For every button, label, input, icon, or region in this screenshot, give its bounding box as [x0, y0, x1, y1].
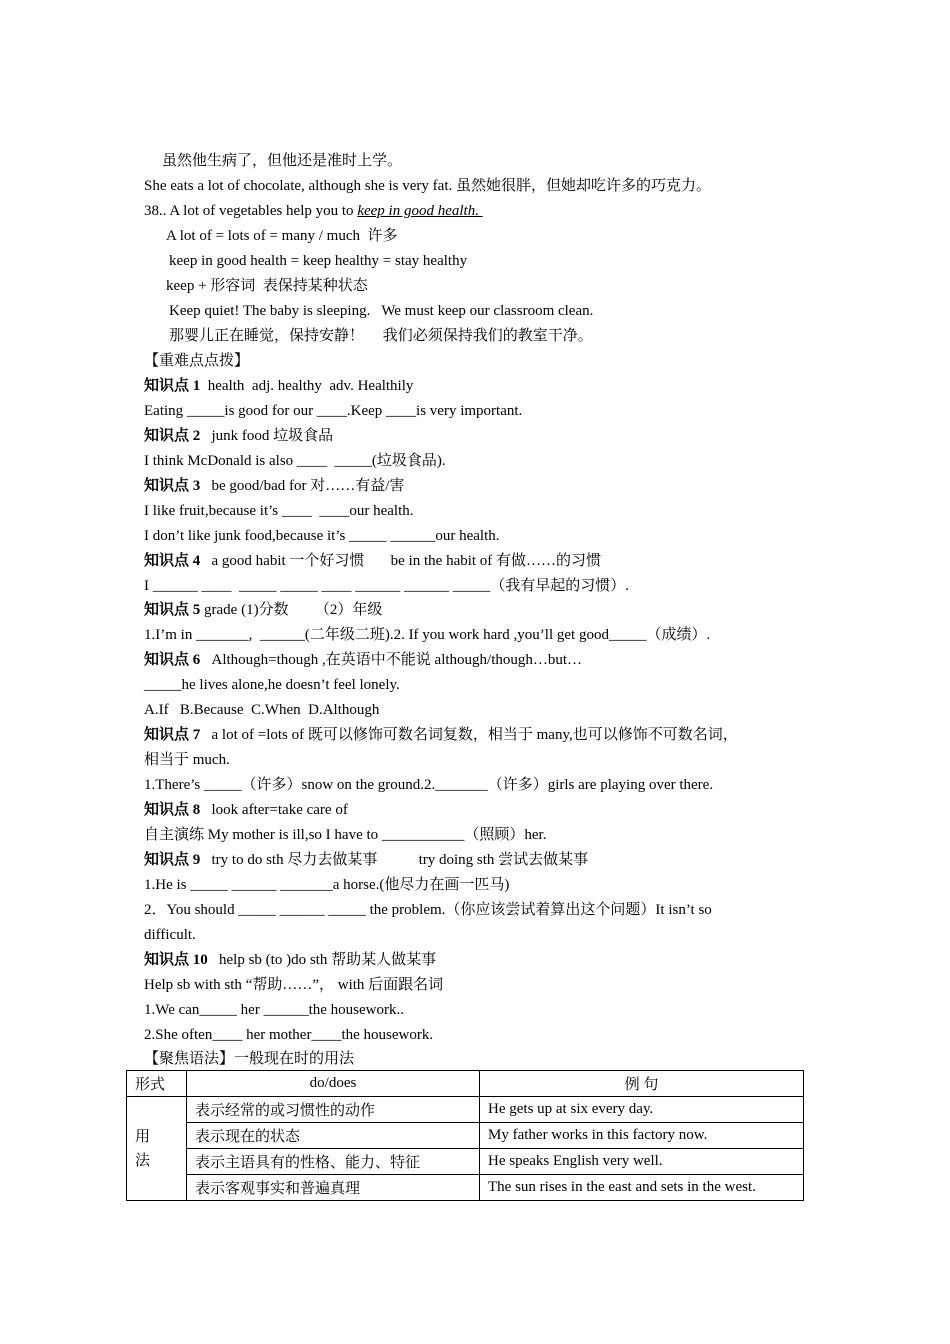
point-7-text: a lot of =lots of 既可以修饰可数名词复数，相当于 many,也可以修饰不可数名词， — [200, 727, 738, 743]
point-4-text: a good habit 一个好习惯 be in the habit of 有做……的习惯 — [200, 553, 602, 569]
exercise-3b: I don’t like junk food,because it’s _____ ______our health. — [144, 528, 500, 544]
item-38-phrase: keep in good health. — [357, 203, 483, 219]
note-2: keep in good health = keep healthy = stay healthy — [169, 253, 468, 269]
point-7 — [144, 725, 738, 745]
table-row — [127, 1123, 804, 1149]
exercise-10a: Help sb with sth “帮助……”， with 后面跟名词 — [144, 977, 444, 993]
exercise-9c: difficult. — [144, 927, 196, 943]
exercise-3a: I like fruit,because it’s ____ ____our health. — [144, 503, 414, 519]
grammar-heading: 【聚焦语法】一般现在时的用法 — [144, 1051, 355, 1067]
example-cell: The sun rises in the east and sets in the west. — [480, 1175, 804, 1201]
example-cell: He gets up at six every day. — [480, 1097, 804, 1123]
note-5: 那婴儿正在睡觉，保持安静！ 我们必须保持我们的教室干净。 — [169, 328, 593, 344]
point-8 — [144, 800, 348, 820]
exercise-9a: 1.He is _____ ______ _______a horse.(他尽力在画一匹马) — [144, 877, 510, 893]
exercise-10b: 1.We can_____ her ______the housework.. — [144, 1002, 404, 1018]
usage-cell: 表示现在的状态 — [187, 1123, 480, 1149]
intro-line-1: 虽然他生病了，但他还是准时上学。 — [162, 153, 403, 169]
point-2-label: 知识点 2 — [144, 428, 201, 444]
point-5 — [144, 600, 382, 620]
point-1-label: 知识点 1 — [144, 378, 201, 394]
exercise-7: 1.There’s _____（许多）snow on the ground.2._______（许多）girls are playing over there. — [144, 777, 714, 793]
section-heading: 【重难点点拨】 — [144, 353, 250, 369]
item-38-prefix: 38.. A lot of vegetables help you to — [144, 203, 358, 219]
exercise-5: 1.I’m in _______, ______(二年级二班).2. If you work hard ,you’ll get good_____（成绩）. — [144, 627, 711, 643]
exercise-10c: 2.She often____ her mother____the housework. — [144, 1027, 434, 1043]
point-4-label: 知识点 4 — [144, 553, 201, 569]
table-row — [127, 1149, 804, 1175]
header-example: 例 句 — [480, 1071, 804, 1097]
exercise-9b: 2．You should _____ ______ _____ the problem.（你应该尝试着算出这个问题）It isn’t so — [144, 902, 712, 918]
grammar-table — [126, 1070, 804, 1201]
point-9-label: 知识点 9 — [144, 852, 201, 868]
point-10 — [144, 950, 436, 970]
point-10-text: help sb (to )do sth 帮助某人做某事 — [207, 952, 437, 968]
exercise-4: I ______ ____ _____ _____ ____ ______ ______ _____（我有早起的习惯）. — [144, 578, 629, 594]
point-7-label: 知识点 7 — [144, 727, 201, 743]
point-6 — [144, 650, 582, 670]
point-5-text: grade (1)分数 （2）年级 — [200, 602, 383, 618]
point-4 — [144, 551, 601, 571]
row-label-text: 用 法 — [135, 1128, 151, 1169]
usage-cell: 表示经常的或习惯性的动作 — [187, 1097, 480, 1123]
table-row — [127, 1175, 804, 1201]
point-9-text: try to do sth 尽力去做某事 try doing sth 尝试去做某事 — [200, 852, 589, 868]
usage-cell: 表示客观事实和普遍真理 — [187, 1175, 480, 1201]
point-1-text: health adj. healthy adv. Healthily — [200, 378, 414, 394]
point-8-label: 知识点 8 — [144, 802, 201, 818]
grammar-header-row — [127, 1071, 804, 1097]
point-3 — [144, 476, 404, 496]
exercise-1: Eating _____is good for our ____.Keep ____is very important. — [144, 403, 523, 419]
item-38 — [144, 201, 483, 221]
usage-cell: 表示主语具有的性格、能力、特征 — [187, 1149, 480, 1175]
point-6-text: Although=though ,在英语中不能说 although/though…but… — [200, 652, 583, 668]
note-1: A lot of = lots of = many / much 许多 — [166, 228, 398, 244]
exercise-6a: _____he lives alone,he doesn’t feel lonely. — [144, 677, 400, 693]
point-5-label: 知识点 5 — [144, 602, 201, 618]
point-6-label: 知识点 6 — [144, 652, 201, 668]
point-7-continued: 相当于 much. — [144, 752, 230, 768]
header-do-does: do/does — [187, 1071, 480, 1097]
table-row — [127, 1097, 804, 1123]
example-cell: My father works in this factory now. — [480, 1123, 804, 1149]
exercise-8: 自主演练 My mother is ill,so I have to ___________（照顾）her. — [144, 827, 547, 843]
exercise-2: I think McDonald is also ____ _____(垃圾食品). — [144, 453, 446, 469]
point-8-text: look after=take care of — [200, 802, 348, 818]
example-cell: He speaks English very well. — [480, 1149, 804, 1175]
point-2 — [144, 426, 333, 446]
point-3-text: be good/bad for 对……有益/害 — [200, 478, 405, 494]
point-9 — [144, 850, 588, 870]
point-10-label: 知识点 10 — [144, 952, 208, 968]
point-2-text: junk food 垃圾食品 — [200, 428, 334, 444]
point-3-label: 知识点 3 — [144, 478, 201, 494]
header-form: 形式 — [127, 1071, 187, 1097]
row-label-usage — [127, 1097, 187, 1201]
intro-line-2: She eats a lot of chocolate, although she is very fat. 虽然她很胖，但她却吃许多的巧克力。 — [144, 178, 711, 194]
exercise-6b-options: A.If B.Because C.When D.Although — [144, 702, 380, 718]
point-1 — [144, 376, 413, 396]
note-4: Keep quiet! The baby is sleeping. We must keep our classroom clean. — [169, 303, 594, 319]
note-3: keep + 形容词 表保持某种状态 — [166, 278, 368, 294]
